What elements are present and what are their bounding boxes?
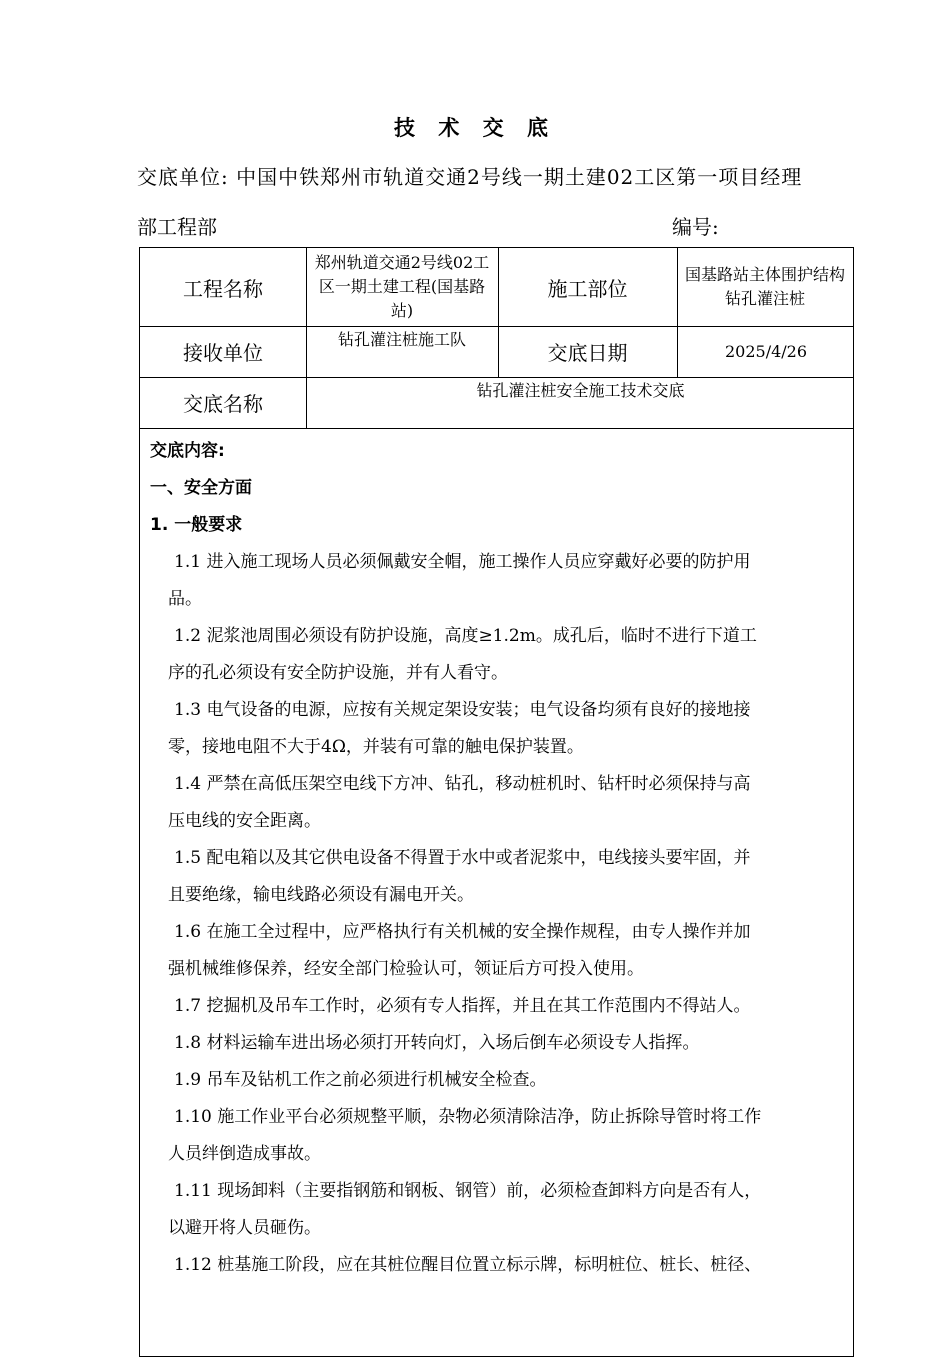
construction-part-value: 国基路站主体围护结构钻孔灌注桩 bbox=[685, 265, 846, 308]
subsection-heading: 1. 一般要求 bbox=[150, 515, 243, 535]
list-item: 1.12 桩基施工阶段，应在其桩位醒目位置立标示牌，标明桩位、桩长、桩径、 bbox=[174, 1255, 762, 1275]
project-name-label: 工程名称 bbox=[183, 276, 263, 301]
unit-line-1 bbox=[137, 161, 867, 190]
unit-value-part2: 部工程部 bbox=[137, 215, 217, 239]
list-item: 1.2 泥浆池周围必须设有防护设施，高度≥1.2m。成孔后，临时不进行下道工 序的孔必须设有安全防护设施，并有人看守。 bbox=[168, 626, 757, 683]
list-item: 1.7 挖掘机及吊车工作时，必须有专人指挥，并且在其工作范围内不得站人。 bbox=[174, 996, 751, 1016]
list-item: 1.6 在施工全过程中，应严格执行有关机械的安全操作规程，由专人操作并加 强机械维修保养，经安全部门检验认可，领证后方可投入使用。 bbox=[168, 922, 751, 979]
briefing-name-label: 交底名称 bbox=[183, 392, 263, 416]
list-item: 1.9 吊车及钻机工作之前必须进行机械安全检查。 bbox=[174, 1070, 547, 1090]
section-heading: 一、安全方面 bbox=[150, 478, 252, 498]
unit-label: 交底单位: bbox=[137, 165, 229, 189]
list-item: 1.11 现场卸料（主要指钢筋和钢板、钢管）前，必须检查卸料方向是否有人， 以避开将人员砸伤。 bbox=[168, 1181, 762, 1238]
document-title: 技 术 交 底 bbox=[394, 116, 556, 140]
list-item: 1.10 施工作业平台必须规整平顺，杂物必须清除洁净，防止拆除导管时将工作 人员绊倒造成事故。 bbox=[168, 1107, 762, 1164]
list-item: 1.5 配电箱以及其它供电设备不得置于水中或者泥浆中，电线接头要牢固，并 且要绝缘，输电线路必须设有漏电开关。 bbox=[168, 848, 751, 905]
list-item: 1.4 严禁在高低压架空电线下方冲、钻孔，移动桩机时、钻杆时必须保持与高 压电线的安全距离。 bbox=[168, 774, 751, 831]
briefing-table bbox=[139, 247, 854, 1357]
number-label: 编号: bbox=[672, 215, 719, 239]
list-item: 1.1 进入施工现场人员必须佩戴安全帽，施工操作人员应穿戴好必要的防护用 品。 bbox=[168, 552, 751, 609]
construction-part-label: 施工部位 bbox=[547, 276, 628, 301]
content-heading: 交底内容: bbox=[150, 441, 225, 461]
row-divider bbox=[140, 428, 853, 429]
list-item: 1.3 电气设备的电源，应按有关规定架设安装；电气设备均须有良好的接地接 零，接地电阻不大于4Ω，并装有可靠的触电保护装置。 bbox=[168, 700, 751, 757]
date-value: 2025/4/26 bbox=[724, 341, 808, 361]
briefing-content bbox=[150, 433, 840, 1284]
project-name-value: 郑州轨道交通2号线02工区一期土建工程(国基路站) bbox=[314, 253, 490, 320]
receiver-label: 接收单位 bbox=[183, 341, 263, 365]
receiver-value: 钻孔灌注桩施工队 bbox=[337, 330, 466, 349]
unit-value-part1: 中国中铁郑州市轨道交通2号线一期土建02工区第一项目经理 bbox=[236, 165, 803, 189]
briefing-name-value: 钻孔灌注桩安全施工技术交底 bbox=[476, 381, 685, 400]
date-label: 交底日期 bbox=[547, 341, 628, 365]
list-item: 1.8 材料运输车进出场必须打开转向灯，入场后倒车必须设专人指挥。 bbox=[174, 1033, 700, 1053]
items-list bbox=[150, 544, 840, 1284]
